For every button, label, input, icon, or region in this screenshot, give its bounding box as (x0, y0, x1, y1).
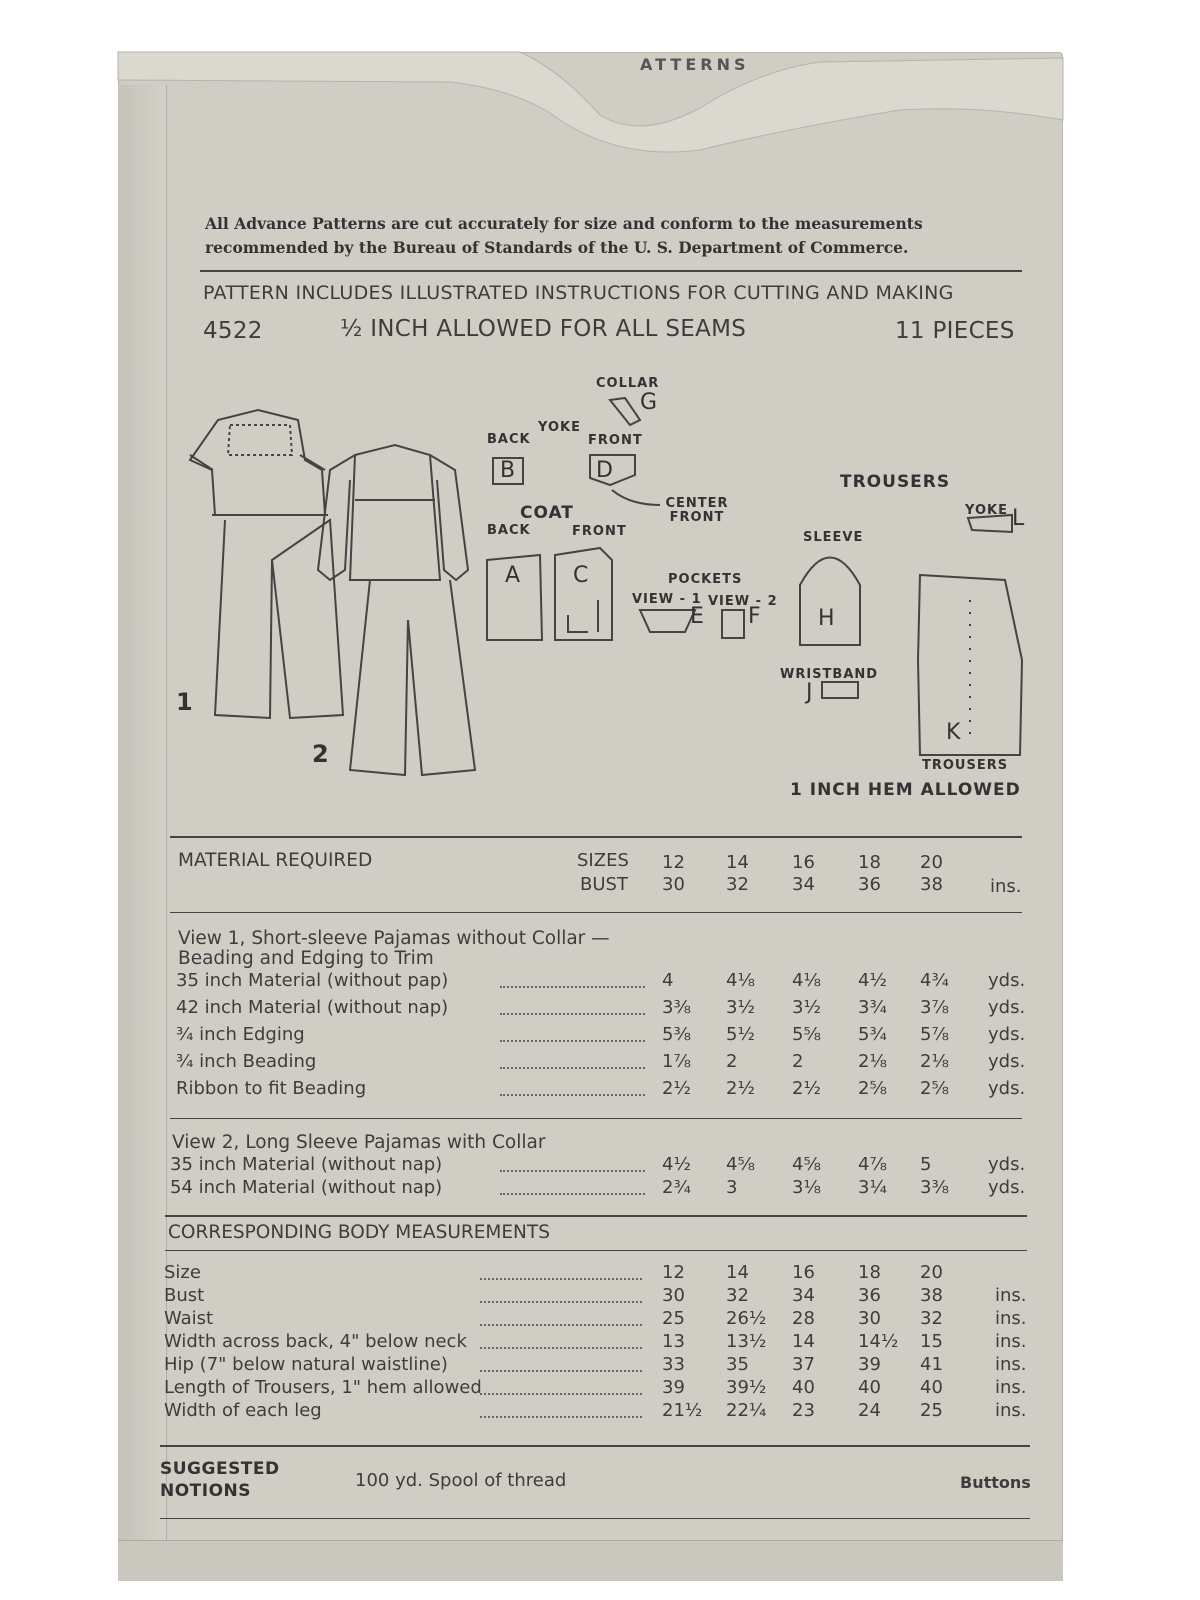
size-value: 20 (920, 852, 943, 873)
row-label: Waist (164, 1308, 214, 1329)
row-value: 2⅛ (920, 1051, 949, 1072)
pocket-view2-label: VIEW - 2 (708, 594, 778, 609)
row-value: 41 (920, 1354, 943, 1375)
row-value: 4⅛ (726, 970, 755, 991)
row-value: 2⅝ (858, 1078, 887, 1099)
coat-front-letter: C (573, 563, 589, 588)
row-value: 26½ (726, 1308, 767, 1329)
row-value: 13½ (726, 1331, 767, 1352)
coat-label: COAT (520, 503, 574, 523)
row-value: 15 (920, 1331, 943, 1352)
notion-thread: 100 yd. Spool of thread (355, 1470, 567, 1491)
row-value: 39 (858, 1354, 881, 1375)
figure-1-number: 1 (176, 688, 193, 716)
row-value: 4⅝ (726, 1154, 755, 1175)
row-value: 25 (662, 1308, 685, 1329)
leader-dots (500, 986, 645, 988)
row-label: Hip (7" below natural waistline) (164, 1354, 448, 1375)
size-value: 12 (662, 852, 685, 873)
row-value: 28 (792, 1308, 815, 1329)
row-value: 5⅝ (792, 1024, 821, 1045)
row-label: Ribbon to fit Beading (176, 1078, 367, 1099)
row-value: 20 (920, 1262, 943, 1283)
row-value: 39½ (726, 1377, 767, 1398)
row-value: 40 (920, 1377, 943, 1398)
divider (170, 836, 1022, 838)
yoke-front-label: FRONT (588, 433, 643, 448)
notions-title-a: SUGGESTED (160, 1459, 280, 1479)
hem-note: 1 INCH HEM ALLOWED (790, 780, 1021, 800)
trousers-piece-label: TROUSERS (922, 758, 1009, 773)
divider (160, 1445, 1030, 1447)
size-value: 14 (726, 852, 749, 873)
row-label: Size (164, 1262, 201, 1283)
row-value: 12 (662, 1262, 685, 1283)
size-value: 18 (858, 852, 881, 873)
row-value: 2⅛ (858, 1051, 887, 1072)
row-label: ¾ inch Edging (176, 1024, 305, 1045)
divider (170, 912, 1022, 913)
bust-unit: ins. (990, 876, 1022, 897)
row-value: 32 (920, 1308, 943, 1329)
row-value: 3½ (792, 997, 821, 1018)
center-front-label: CENTER FRONT (665, 496, 729, 525)
bust-value: 34 (792, 874, 815, 895)
material-title: MATERIAL REQUIRED (178, 850, 373, 871)
row-value: 34 (792, 1285, 815, 1306)
pockets-label: POCKETS (668, 572, 743, 587)
row-value: 2 (792, 1051, 804, 1072)
row-value: 2⅝ (920, 1078, 949, 1099)
yoke-label: YOKE (538, 420, 581, 435)
row-value: 4¾ (920, 970, 949, 991)
row-unit: ins. (995, 1308, 1027, 1329)
leader-dots (500, 1193, 645, 1195)
sizes-label: SIZES (577, 850, 629, 871)
leader-dots (480, 1278, 642, 1280)
row-value: 4⅞ (858, 1154, 887, 1175)
leader-dots (500, 1094, 645, 1096)
figure-2-number: 2 (312, 740, 329, 768)
row-label: Bust (164, 1285, 205, 1306)
pocket-view2-letter: F (748, 604, 761, 629)
row-value: 2½ (726, 1078, 755, 1099)
row-value: 32 (726, 1285, 749, 1306)
bust-value: 36 (858, 874, 881, 895)
row-value: 3½ (726, 997, 755, 1018)
row-value: 21½ (662, 1400, 703, 1421)
row-label: 35 inch Material (without nap) (170, 1154, 443, 1175)
leader-dots (500, 1170, 645, 1172)
leader-dots (480, 1324, 642, 1326)
row-value: 4 (662, 970, 674, 991)
row-value: 3 (726, 1177, 738, 1198)
row-unit: yds. (988, 997, 1026, 1018)
row-unit: ins. (995, 1285, 1027, 1306)
coat-back-label: BACK (487, 523, 531, 538)
leader-dots (480, 1416, 642, 1418)
row-unit: yds. (988, 1024, 1026, 1045)
row-label: Width across back, 4" below neck (164, 1331, 467, 1352)
pocket-view1-label: VIEW - 1 (632, 592, 702, 607)
row-value: 37 (792, 1354, 815, 1375)
row-value: 2¾ (662, 1177, 691, 1198)
row-unit: yds. (988, 1051, 1026, 1072)
wristband-label: WRISTBAND (780, 667, 879, 682)
row-value: 3¼ (858, 1177, 887, 1198)
yoke-front-letter: D (596, 458, 613, 483)
row-value: 4½ (858, 970, 887, 991)
leader-dots (500, 1067, 645, 1069)
bust-value: 38 (920, 874, 943, 895)
row-value: 1⅞ (662, 1051, 691, 1072)
yoke-back-label: BACK (487, 432, 531, 447)
trouser-yoke-label: YOKE (965, 503, 1008, 518)
row-unit: ins. (995, 1377, 1027, 1398)
row-value: 2½ (662, 1078, 691, 1099)
seam-allowance: ½ INCH ALLOWED FOR ALL SEAMS (340, 316, 747, 342)
row-value: 16 (792, 1262, 815, 1283)
row-value: 5¾ (858, 1024, 887, 1045)
row-value: 36 (858, 1285, 881, 1306)
view1-subtitle: Beading and Edging to Trim (178, 948, 434, 969)
row-value: 5½ (726, 1024, 755, 1045)
pocket-view1-letter: E (690, 604, 704, 629)
leader-dots (500, 1013, 645, 1015)
sleeve-letter: H (818, 606, 835, 631)
row-unit: ins. (995, 1331, 1027, 1352)
bust-label: BUST (580, 874, 628, 895)
row-value: 2 (726, 1051, 738, 1072)
leader-dots (480, 1301, 642, 1303)
brand-fragment: ATTERNS (640, 55, 750, 74)
accuracy-note: All Advance Patterns are cut accurately for size and conform to the measurements recommended by the Bureau of Standards of the U. S. Department of Commerce. (205, 214, 923, 257)
row-value: 22¼ (726, 1400, 767, 1421)
includes-line: PATTERN INCLUDES ILLUSTRATED INSTRUCTIONS FOR CUTTING AND MAKING (203, 282, 954, 304)
row-label: ¾ inch Beading (176, 1051, 317, 1072)
row-unit: yds. (988, 1078, 1026, 1099)
bust-value: 30 (662, 874, 685, 895)
row-value: 3⅛ (792, 1177, 821, 1198)
row-label: 54 inch Material (without nap) (170, 1177, 443, 1198)
row-value: 30 (662, 1285, 685, 1306)
notions-title-b: NOTIONS (160, 1481, 252, 1501)
row-value: 30 (858, 1308, 881, 1329)
row-value: 23 (792, 1400, 815, 1421)
coat-front-label: FRONT (572, 524, 627, 539)
view2-title: View 2, Long Sleeve Pajamas with Collar (172, 1132, 546, 1153)
divider (165, 1250, 1027, 1251)
body-title: CORRESPONDING BODY MEASUREMENTS (168, 1222, 550, 1243)
coat-back-letter: A (505, 563, 521, 588)
pattern-number: 4522 (203, 318, 263, 344)
row-unit: ins. (995, 1354, 1027, 1375)
row-value: 3⅜ (662, 997, 691, 1018)
row-label: 42 inch Material (without nap) (176, 997, 449, 1018)
row-value: 33 (662, 1354, 685, 1375)
trouser-yoke-letter: L (1012, 506, 1025, 531)
row-value: 4½ (662, 1154, 691, 1175)
row-value: 14 (792, 1331, 815, 1352)
row-unit: yds. (988, 1154, 1026, 1175)
piece-count: 11 PIECES (895, 318, 1015, 344)
row-label: 35 inch Material (without pap) (176, 970, 449, 991)
row-value: 5 (920, 1154, 932, 1175)
divider (165, 1215, 1027, 1217)
yoke-back-letter: B (500, 458, 516, 483)
bust-value: 32 (726, 874, 749, 895)
row-value: 4⅛ (792, 970, 821, 991)
row-value: 5⅜ (662, 1024, 691, 1045)
collar-label: COLLAR (596, 376, 660, 391)
sleeve-label: SLEEVE (803, 530, 864, 545)
row-value: 18 (858, 1262, 881, 1283)
row-unit: yds. (988, 970, 1026, 991)
view1-title: View 1, Short-sleeve Pajamas without Collar — (178, 928, 610, 949)
row-value: 14 (726, 1262, 749, 1283)
trousers-letter: K (946, 720, 961, 745)
divider (160, 1518, 1030, 1519)
row-value: 13 (662, 1331, 685, 1352)
row-label: Length of Trousers, 1" hem allowed (164, 1377, 482, 1398)
row-value: 38 (920, 1285, 943, 1306)
row-value: 3¾ (858, 997, 887, 1018)
notions-title (160, 1458, 280, 1502)
row-value: 2½ (792, 1078, 821, 1099)
row-value: 3⅞ (920, 997, 949, 1018)
row-value: 5⅞ (920, 1024, 949, 1045)
leader-dots (480, 1393, 642, 1395)
row-value: 40 (858, 1377, 881, 1398)
wristband-letter: J (806, 680, 813, 705)
row-value: 14½ (858, 1331, 899, 1352)
row-value: 40 (792, 1377, 815, 1398)
size-value: 16 (792, 852, 815, 873)
leader-dots (480, 1370, 642, 1372)
row-label: Width of each leg (164, 1400, 322, 1421)
divider (170, 1118, 1022, 1119)
row-value: 35 (726, 1354, 749, 1375)
trousers-title: TROUSERS (840, 472, 951, 492)
collar-letter: G (640, 390, 658, 415)
row-unit: yds. (988, 1177, 1026, 1198)
row-value: 3⅜ (920, 1177, 949, 1198)
row-value: 4⅝ (792, 1154, 821, 1175)
leader-dots (480, 1347, 642, 1349)
notion-buttons: Buttons (960, 1473, 1031, 1492)
leader-dots (500, 1040, 645, 1042)
row-value: 24 (858, 1400, 881, 1421)
row-value: 39 (662, 1377, 685, 1398)
row-unit: ins. (995, 1400, 1027, 1421)
row-value: 25 (920, 1400, 943, 1421)
